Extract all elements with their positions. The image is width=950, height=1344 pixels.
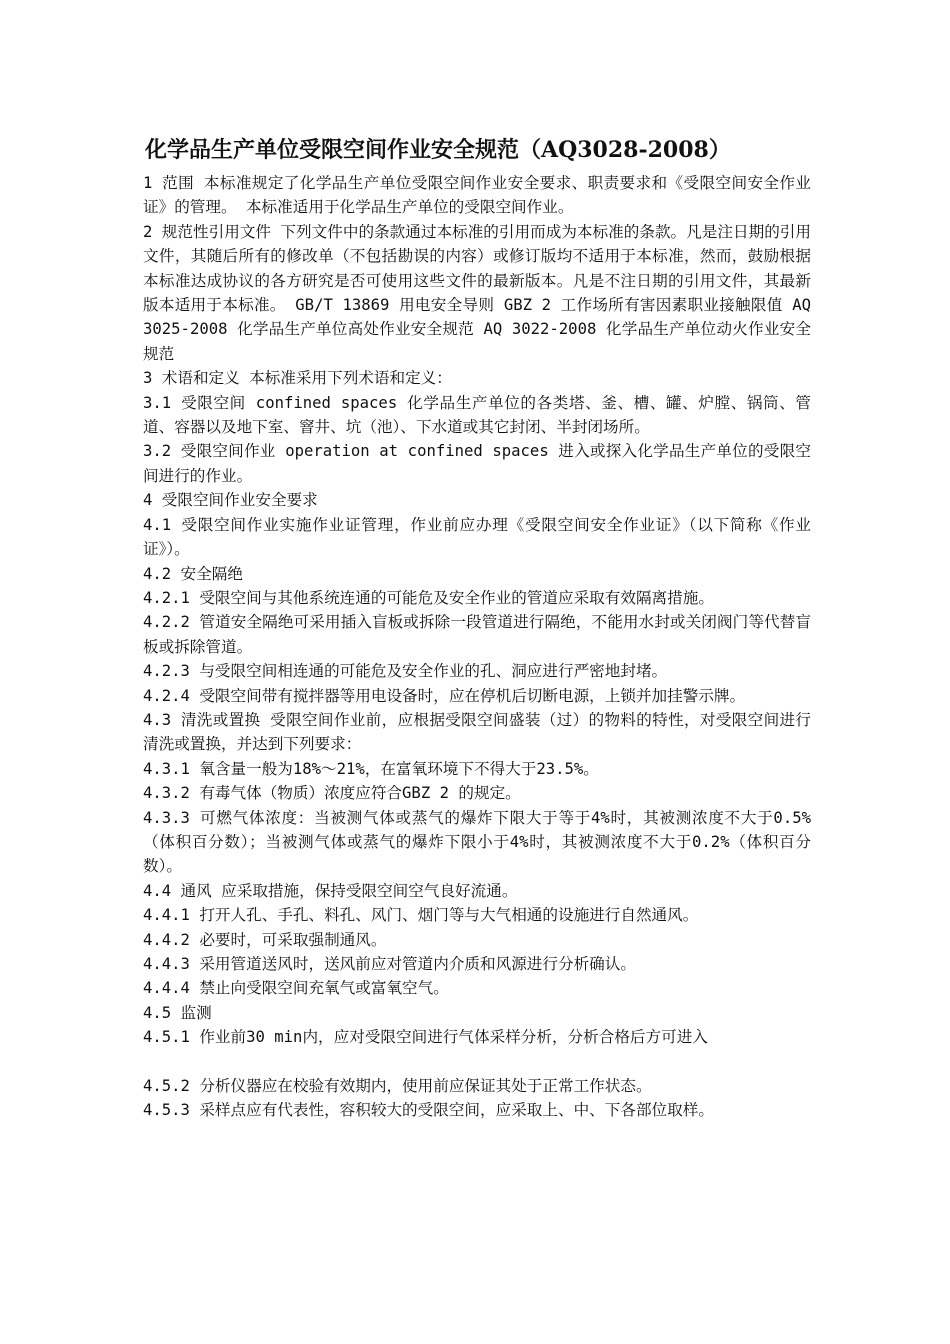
paragraph: 4.2.3 与受限空间相连通的可能危及安全作业的孔、洞应进行严密地封堵。: [143, 662, 668, 681]
paragraph: 1 范围 本标准规定了化学品生产单位受限空间作业安全要求、职责要求和《受限空间安全作业证》的管理。 本标准适用于化学品生产单位的受限空间作业。: [143, 174, 811, 217]
document-body: [143, 171, 811, 1123]
paragraph: 4.4.4 禁止向受限空间充氧气或富氧空气。: [143, 979, 449, 998]
paragraph: 4.4.2 必要时，可采取强制通风。: [143, 930, 387, 949]
paragraph: 4.4.1 打开人孔、手孔、料孔、风门、烟门等与大气相通的设施进行自然通风。: [143, 906, 699, 925]
document-title: 化学品生产单位受限空间作业安全规范（AQ3028-2008）: [145, 137, 731, 163]
paragraph: 3 术语和定义 本标准采用下列术语和定义：: [143, 369, 452, 388]
paragraph: 4.1 受限空间作业实施作业证管理，作业前应办理《受限空间安全作业证》（以下简称《作业证》）。: [143, 515, 811, 559]
blank-line: [143, 1050, 811, 1074]
paragraph: 4.5 监测: [143, 1003, 212, 1022]
paragraph: 4.3 清洗或置换 受限空间作业前，应根据受限空间盛装（过）的物料的特性，对受限空间进行清洗或置换，并达到下列要求：: [143, 710, 811, 754]
paragraph: 3.2 受限空间作业 operation at confined spaces 进入或探入化学品生产单位的受限空间进行的作业。: [143, 442, 811, 485]
document-page: [143, 133, 811, 1123]
paragraph: 2 规范性引用文件 下列文件中的条款通过本标准的引用而成为本标准的条款。凡是注日期的引用文件，其随后所有的修改单（不包括勘误的内容）或修订版均不适用于本标准，然而，鼓励根据本标准达成协议的各方研究是否可使用这些文件的最新版本。凡是不注日期的引用文件，其最新版本适用于本标准。 GB/T 13869 用电安全导则 GBZ 2 工作场所有害因素职业接触限值 AQ 3025-2008 化学品生产单位高处作业安全规范 AQ 3022-2008 化学品生产单位动火作业安全规范: [143, 222, 811, 363]
paragraph: 4.5.3 采样点应有代表性，容积较大的受限空间，应采取上、中、下各部位取样。: [143, 1101, 714, 1120]
paragraph: 4.3.2 有毒气体（物质）浓度应符合GBZ 2 的规定。: [143, 784, 521, 803]
paragraph: 4 受限空间作业安全要求: [143, 491, 318, 510]
paragraph: 4.2.1 受限空间与其他系统连通的可能危及安全作业的管道应采取有效隔离措施。: [143, 588, 714, 607]
paragraph: 4.4 通风 应采取措施，保持受限空间空气良好流通。: [143, 881, 518, 900]
paragraph: 4.2.4 受限空间带有搅拌器等用电设备时，应在停机后切断电源，上锁并加挂警示牌。: [143, 686, 746, 705]
paragraph: 4.5.1 作业前30 min内，应对受限空间进行气体采样分析，分析合格后方可进入: [143, 1028, 708, 1047]
paragraph: 4.3.1 氧含量一般为18%～21%，在富氧环境下不得大于23.5%。: [143, 759, 599, 778]
paragraph: 4.5.2 分析仪器应在校验有效期内，使用前应保证其处于正常工作状态。: [143, 1077, 652, 1096]
paragraph: 4.4.3 采用管道送风时，送风前应对管道内介质和风源进行分析确认。: [143, 955, 636, 973]
paragraph: 3.1 受限空间 confined spaces 化学品生产单位的各类塔、釜、槽、罐、炉膛、锅筒、管道、容器以及地下室、窨井、坑（池）、下水道或其它封闭、半封闭场所。: [143, 393, 811, 437]
paragraph: 4.2 安全隔绝: [143, 564, 243, 583]
paragraph: 4.3.3 可燃气体浓度：当被测气体或蒸气的爆炸下限大于等于4%时，其被测浓度不大于0.5%（体积百分数）；当被测气体或蒸气的爆炸下限小于4%时，其被测浓度不大于0.2%（体积百分数）。: [143, 808, 811, 876]
paragraph: 4.2.2 管道安全隔绝可采用插入盲板或拆除一段管道进行隔绝，不能用水封或关闭阀门等代替盲板或拆除管道。: [143, 613, 811, 656]
